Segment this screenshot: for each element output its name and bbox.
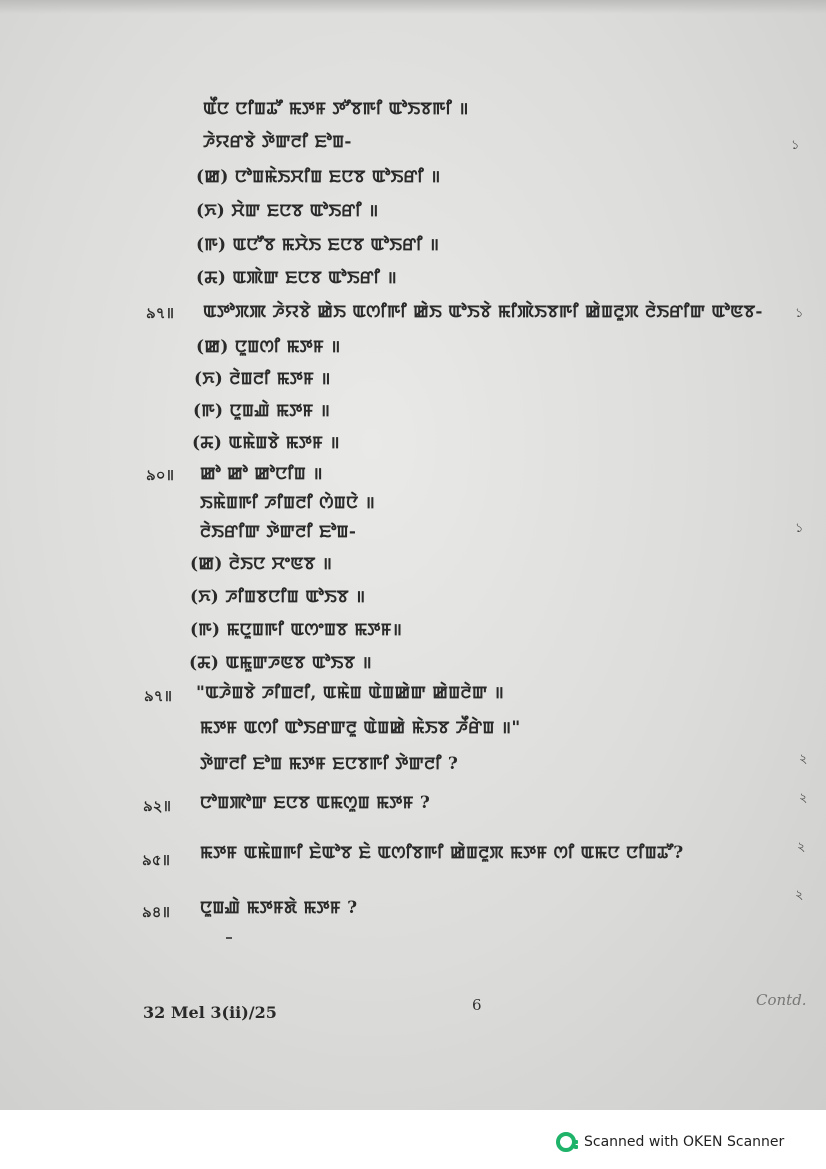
question-prompt: ꯂꯥꯏꯔꯤꯛ ꯇꯥꯛꯂꯤ ꯐꯣꯡ- bbox=[200, 522, 357, 542]
marks: ২ bbox=[797, 840, 806, 855]
question-text: ꯏꯃꯥꯡꯒꯤ ꯍꯤꯡꯂꯤ ꯁꯥꯡꯅꯥ ॥ bbox=[200, 493, 376, 513]
option-ka: (ꯀ) ꯅꯨꯡꯁꯤ ꯃꯇꯝ ॥ bbox=[196, 337, 341, 357]
text-line: ꯑꯩꯅ ꯅꯤꯡꯊꯧ ꯃꯇꯝ ꯇꯧꯕꯒꯤ ꯑꯣꯏꯕꯒꯤ ॥ bbox=[203, 99, 469, 119]
question-text: ꯃꯇꯝ ꯑꯃꯥꯡꯒꯤ ꯐꯥꯑꯣꯕ ꯐꯥ ꯑꯁꯤꯕꯒꯤ ꯀꯥꯡꯂꯨꯞ ꯃꯇꯝ ꯁꯤ ꯑꯃꯅ ꯅꯤꯡꯊꯧ? bbox=[200, 843, 684, 863]
question-number: ৯৪॥ bbox=[142, 903, 170, 921]
paper-code: 32 Mel 3(ii)/25 bbox=[143, 1003, 277, 1022]
continued-label: Contd. bbox=[756, 991, 807, 1009]
question-text: ꯅꯨꯡꯉꯥ ꯃꯇꯝꯗꯥ ꯃꯇꯝ ? bbox=[200, 898, 358, 918]
option-kha: (ꯈ) ꯆꯥꯛ ꯐꯅꯕ ꯑꯣꯏꯔꯤ ॥ bbox=[196, 201, 379, 221]
question-text: ꯀꯣ ꯀꯣ ꯀꯣꯅꯤꯡ ॥ bbox=[200, 464, 323, 484]
quotation: ꯃꯇꯝ ꯑꯁꯤ ꯑꯣꯏꯔꯛꯂꯨ ꯑꯥꯡꯀꯥ ꯃꯥꯏꯕ ꯍꯩꯔꯥꯡ ॥" bbox=[200, 718, 521, 738]
option-ga: (ꯒ) ꯅꯨꯡꯉꯥ ꯃꯇꯝ ॥ bbox=[193, 401, 331, 421]
option-gha: (ꯘ) ꯑꯃꯥꯡꯕꯥ ꯃꯇꯝ ॥ bbox=[192, 433, 340, 453]
marks: ১ bbox=[791, 138, 800, 153]
question-number: ৯৫॥ bbox=[142, 851, 170, 869]
page-number: 6 bbox=[472, 996, 482, 1014]
oken-scanner-logo-icon bbox=[556, 1132, 576, 1152]
option-kha: (ꯈ) ꯂꯥꯡꯂꯤ ꯃꯇꯝ ॥ bbox=[194, 369, 331, 389]
question-text: ꯑꯇꯣꯞꯄ ꯍꯥꯌꯕꯥ ꯀꯥꯏ ꯑꯁꯤꯒꯤ ꯀꯥꯏ ꯑꯣꯏꯕꯥ ꯃꯤꯄꯥꯏꯕꯒꯤ ꯀꯥꯡꯂꯨꯞ ꯂꯥꯏꯔꯤꯛ ꯑꯣꯟꯕ- bbox=[203, 302, 763, 322]
scanner-watermark bbox=[556, 1131, 784, 1153]
question-text: ꯅꯣꯡꯄꯣꯛ ꯐꯅꯕ ꯑꯃꯁꯨꯡ ꯃꯇꯝ ? bbox=[200, 793, 431, 813]
question-text: ꯇꯥꯛꯂꯤ ꯐꯣꯡ ꯃꯇꯝ ꯐꯅꯕꯒꯤ ꯇꯥꯛꯂꯤ ? bbox=[200, 754, 459, 774]
stray-mark bbox=[226, 937, 232, 939]
question-number: ৯৭॥ bbox=[144, 687, 172, 705]
question-number: ৯০॥ bbox=[146, 466, 174, 484]
quotation: "ꯑꯍꯥꯡꯕꯥ ꯍꯤꯡꯂꯤ, ꯑꯃꯥꯡ ꯑꯥꯡꯀꯥꯛ ꯀꯥꯡꯂꯥꯛ ॥ bbox=[196, 683, 505, 703]
option-ga: (ꯒ) ꯃꯅꯨꯡꯒꯤ ꯑꯁꯦꯡꯕ ꯃꯇꯝ॥ bbox=[190, 620, 403, 640]
marks: ২ bbox=[795, 888, 804, 903]
marks: ১ bbox=[795, 521, 804, 536]
option-gha: (ꯘ) ꯑꯃꯨꯛꯍꯟꯕ ꯑꯣꯏꯕ ॥ bbox=[189, 653, 372, 673]
page-edge-shadow bbox=[0, 0, 826, 14]
option-kha: (ꯈ) ꯍꯤꯡꯕꯅꯤꯡ ꯑꯣꯏꯕ ॥ bbox=[190, 587, 366, 607]
marks: ২ bbox=[799, 791, 808, 806]
question-number: ৯২॥ bbox=[143, 797, 171, 815]
question-prompt: ꯍꯥꯌꯔꯕꯥ ꯇꯥꯛꯂꯤ ꯐꯣꯡ- bbox=[203, 132, 352, 152]
marks: ২ bbox=[799, 752, 808, 767]
option-ka: (ꯀ) ꯅꯣꯡꯃꯥꯏꯆꯤꯡ ꯐꯅꯕ ꯑꯣꯏꯔꯤ ॥ bbox=[196, 167, 441, 187]
question-number: ৯৭॥ bbox=[146, 304, 174, 322]
scanner-label: Scanned with OKEN Scanner bbox=[584, 1134, 785, 1150]
option-ga: (ꯒ) ꯑꯅꯧꯕ ꯃꯆꯥꯏ ꯐꯅꯕ ꯑꯣꯏꯔꯤ ॥ bbox=[196, 235, 440, 255]
option-gha: (ꯘ) ꯑꯄꯥꯛ ꯐꯅꯕ ꯑꯣꯏꯔꯤ ॥ bbox=[196, 268, 397, 288]
marks: ১ bbox=[795, 306, 804, 321]
option-ka: (ꯀ) ꯂꯥꯏꯅ ꯆꯦꯟꯕ ॥ bbox=[190, 554, 333, 574]
